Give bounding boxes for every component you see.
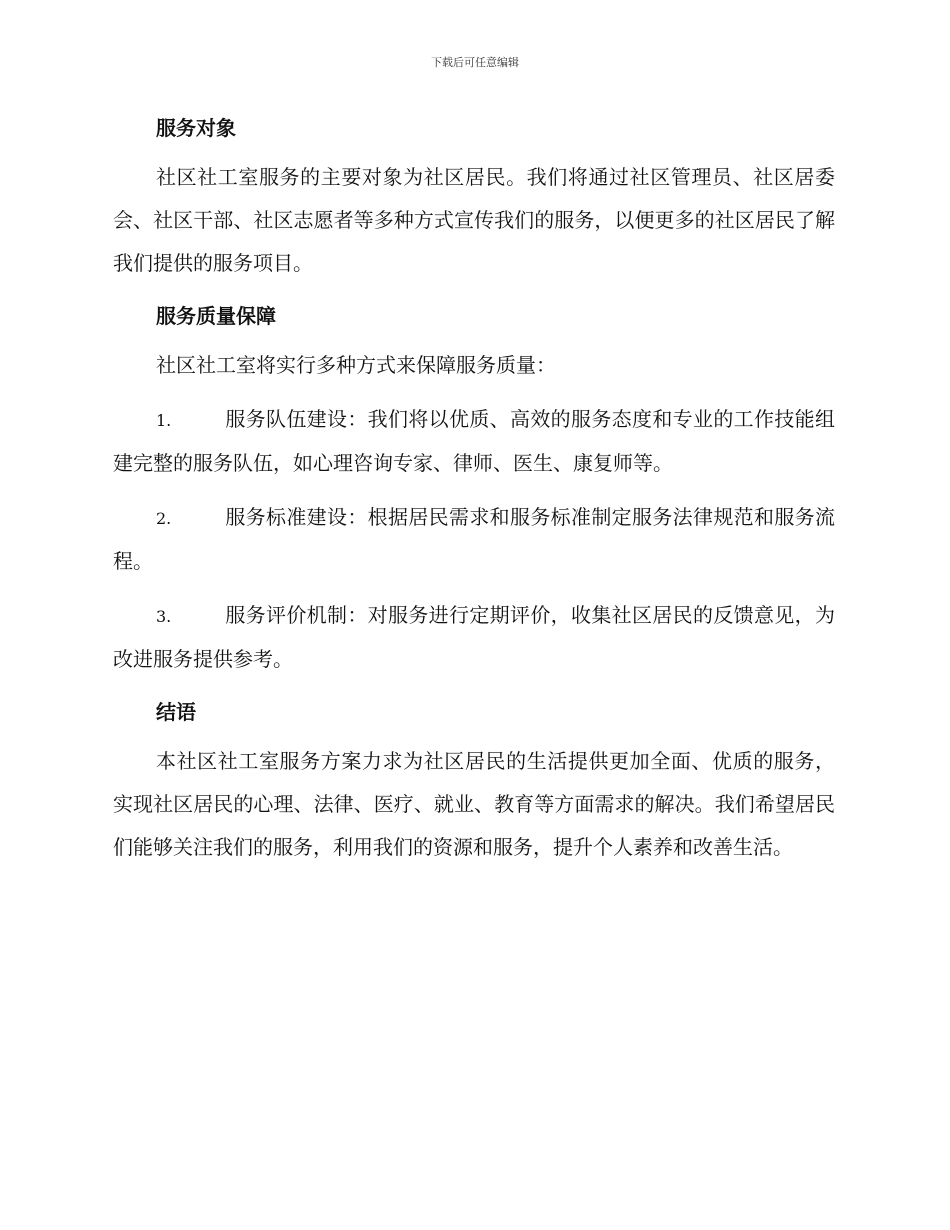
section-heading-conclusion: 结语: [156, 700, 196, 724]
list-item-text: 服务队伍建设：我们将以优质、高效的服务态度和专业的工作技能组建完整的服务队伍，如心理咨询专家、律师、医生、康复师等。: [113, 407, 835, 475]
document-body: [113, 108, 835, 880]
list-number: 2.: [156, 509, 172, 528]
list-item: [113, 594, 835, 681]
paragraph-service-target: 社区社工室服务的主要对象为社区居民。我们将通过社区管理员、社区居委会、社区干部、社区志愿者等多种方式宣传我们的服务，以便更多的社区居民了解我们提供的服务项目。: [113, 165, 835, 275]
list-number: 3.: [156, 607, 172, 626]
section-heading-quality-assurance: 服务质量保障: [156, 304, 276, 328]
paragraph-quality-intro: 社区社工室将实行多种方式来保障服务质量：: [156, 353, 556, 377]
list-number: 1.: [156, 411, 172, 430]
list-item-text: 服务评价机制：对服务进行定期评价，收集社区居民的反馈意见，为改进服务提供参考。: [113, 603, 835, 671]
list-item: [113, 496, 835, 583]
paragraph-conclusion: 本社区社工室服务方案力求为社区居民的生活提供更加全面、优质的服务，实现社区居民的心理、法律、医疗、就业、教育等方面需求的解决。我们希望居民们能够关注我们的服务，利用我们的资源和服务，提升个人素养和改善生活。: [113, 749, 835, 859]
page-header: 下载后可任意编辑: [431, 56, 519, 69]
section-heading-service-target: 服务对象: [156, 116, 236, 140]
list-item-text: 服务标准建设：根据居民需求和服务标准制定服务法律规范和服务流程。: [113, 505, 835, 573]
list-item: [113, 398, 835, 485]
